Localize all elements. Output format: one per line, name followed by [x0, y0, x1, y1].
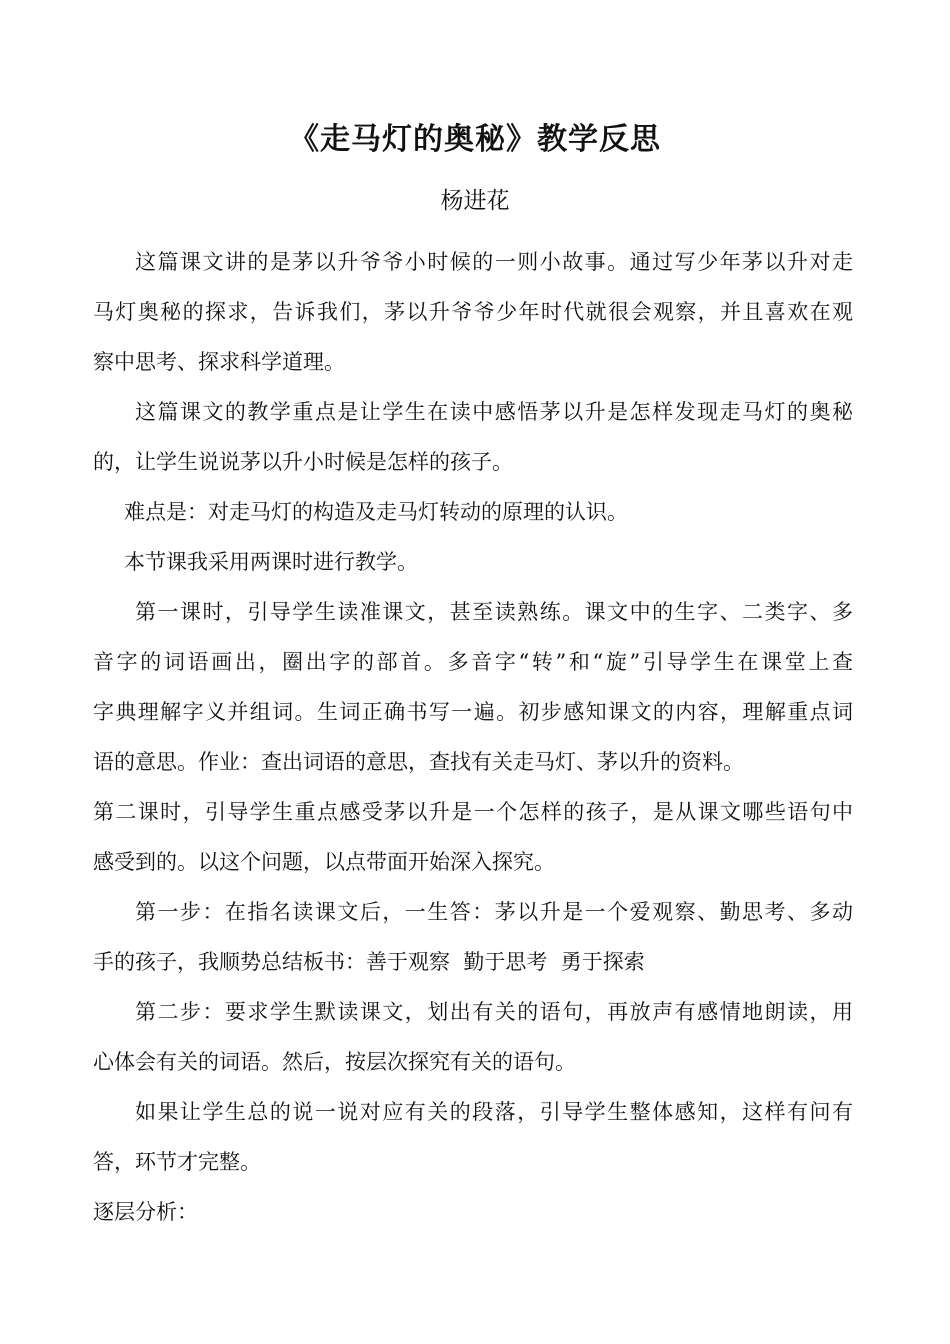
paragraph-line: 音字的词语画出，圈出字的部首。多音字“转”和“旋”引导学生在课堂上查	[93, 650, 853, 674]
paragraph-line: 第二课时，引导学生重点感受茅以升是一个怎样的孩子，是从课文哪些语句中	[93, 800, 853, 824]
paragraph-line: 心体会有关的词语。然后，按层次探究有关的语句。	[93, 1050, 576, 1074]
paragraph-line: 逐层分析：	[93, 1200, 198, 1224]
paragraph-line: 第一课时，引导学生读准课文，甚至读熟练。课文中的生字、二类字、多	[135, 600, 853, 624]
document-author: 杨进花	[440, 188, 510, 214]
paragraph-line: 这篇课文的教学重点是让学生在读中感悟茅以升是怎样发现走马灯的奥秘	[135, 400, 853, 424]
paragraph-line: 感受到的。以这个问题，以点带面开始深入探究。	[93, 850, 555, 874]
paragraph-line: 手的孩子，我顺势总结板书：善于观察 勤于思考 勇于探索	[93, 950, 645, 974]
paragraph-line: 语的意思。作业：查出词语的意思，查找有关走马灯、茅以升的资料。	[93, 750, 744, 774]
paragraph-line: 难点是：对走马灯的构造及走马灯转动的原理的认识。	[124, 500, 628, 524]
paragraph-line: 的，让学生说说茅以升小时候是怎样的孩子。	[93, 450, 513, 474]
paragraph-line: 第一步：在指名读课文后，一生答：茅以升是一个爱观察、勤思考、多动	[135, 900, 853, 924]
paragraph-line: 如果让学生总的说一说对应有关的段落，引导学生整体感知，这样有问有	[135, 1100, 853, 1124]
paragraph-line: 察中思考、探求科学道理。	[93, 350, 345, 374]
paragraph-line: 第二步：要求学生默读课文，划出有关的语句，再放声有感情地朗读，用	[135, 1000, 853, 1024]
paragraph-line: 字典理解字义并组词。生词正确书写一遍。初步感知课文的内容，理解重点词	[93, 700, 853, 724]
paragraph-line: 答，环节才完整。	[93, 1150, 261, 1174]
paragraph-line: 本节课我采用两课时进行教学。	[124, 550, 418, 574]
paragraph-line: 这篇课文讲的是茅以升爷爷小时候的一则小故事。通过写少年茅以升对走	[135, 250, 853, 274]
paragraph-line: 马灯奥秘的探求，告诉我们，茅以升爷爷少年时代就很会观察，并且喜欢在观	[93, 300, 853, 324]
document-title: 《走马灯的奥秘》教学反思	[289, 122, 661, 157]
